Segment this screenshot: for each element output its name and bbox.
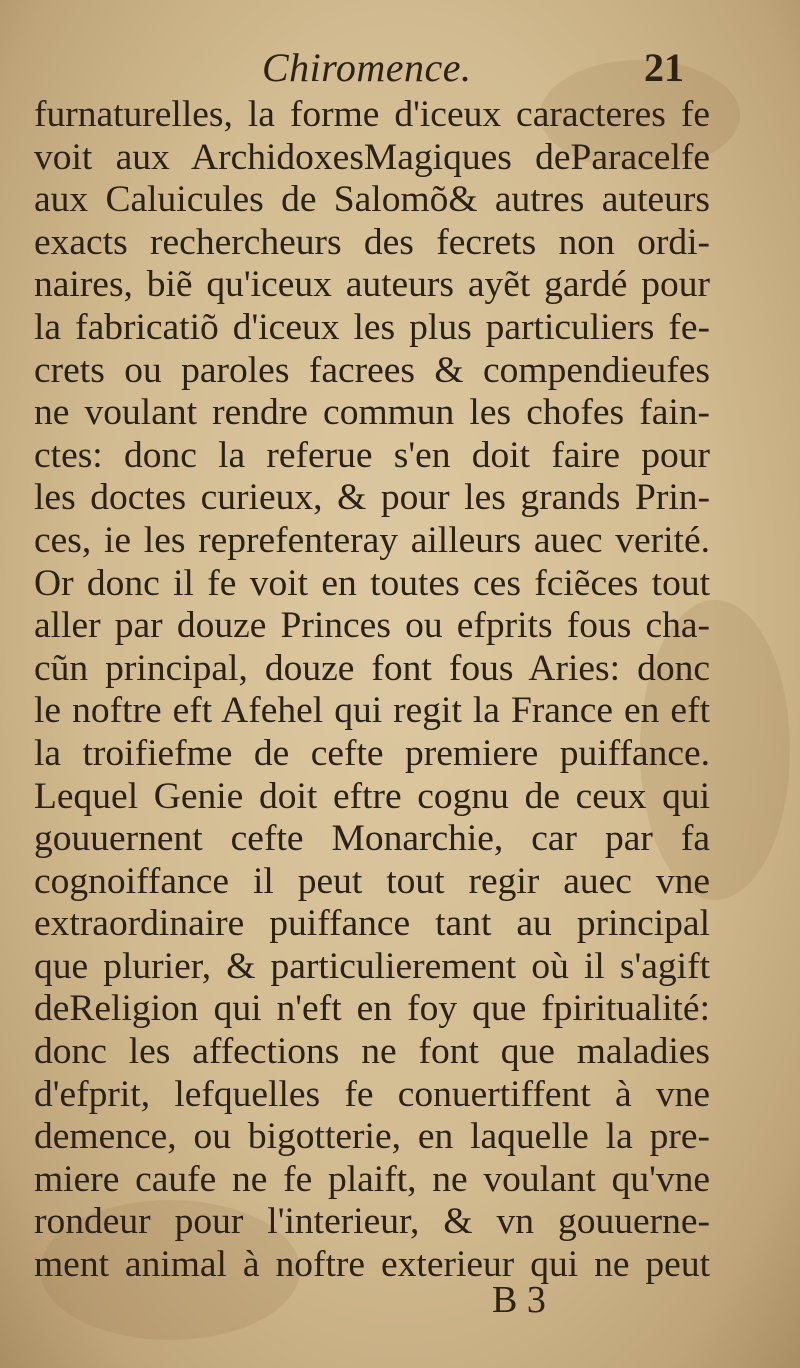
text-line: d'efprit, lefquelles fe conuertiffent à vne bbox=[34, 1073, 710, 1115]
text-line: donc les affections ne font que maladies bbox=[34, 1031, 710, 1073]
text-line: gouuernent cefte Monarchie, car par fa bbox=[34, 818, 710, 860]
text-line: ctes: donc la referue s'en doit faire pour bbox=[34, 434, 710, 476]
text-line: demence, ou bigotterie, en laquelle la pre- bbox=[34, 1116, 710, 1158]
text-line: miere caufe ne fe plaift, ne voulant qu'vne bbox=[34, 1158, 710, 1200]
text-line: ment animal à noftre exterieur qui ne peut bbox=[34, 1244, 710, 1286]
running-title: Chiromence. bbox=[262, 45, 472, 90]
text-line: Lequel Genie doit eftre cognu de ceux qui bbox=[34, 775, 710, 817]
text-line: ne voulant rendre commun les chofes fain- bbox=[34, 392, 710, 434]
text-line: exacts rechercheurs des fecrets non ordi- bbox=[34, 221, 710, 263]
text-line: que plurier, & particulierement où il s'agift bbox=[34, 945, 710, 987]
text-line: les doctes curieux, & pour les grands Prin- bbox=[34, 477, 710, 519]
text-line: furnaturelles, la forme d'iceux caracteres fe bbox=[34, 94, 710, 135]
text-line: cũn principal, douze font fous Aries: donc bbox=[34, 647, 710, 689]
text-line: aller par douze Princes ou efprits fous cha- bbox=[34, 605, 710, 647]
text-line: crets ou paroles facrees & compendieufes bbox=[34, 349, 710, 391]
text-line: voit aux ArchidoxesMagiques deParacelfe bbox=[34, 136, 710, 178]
text-line: le noftre eft Afehel qui regit la France en eft bbox=[34, 690, 710, 732]
signature-mark: B 3 bbox=[492, 1279, 546, 1321]
text-line: aux Caluicules de Salomõ& autres auteurs bbox=[34, 179, 710, 221]
text-line: deReligion qui n'eft en foy que fpiritualité: bbox=[34, 988, 710, 1030]
page-header bbox=[0, 40, 800, 100]
text-line: rondeur pour l'interieur, & vn gouuerne- bbox=[34, 1201, 710, 1243]
text-line: la troifiefme de cefte premiere puiffance. bbox=[34, 732, 710, 774]
text-line: cognoiffance il peut tout regir auec vne bbox=[34, 860, 710, 902]
text-line: extraordinaire puiffance tant au principal bbox=[34, 903, 710, 945]
body-text bbox=[34, 94, 710, 1287]
page-number: 21 bbox=[644, 45, 684, 90]
text-line: naires, biẽ qu'iceux auteurs ayẽt gardé pour bbox=[34, 264, 710, 306]
text-line: la fabricatiõ d'iceux les plus particuliers fe- bbox=[34, 306, 710, 348]
text-line: ces, ie les reprefenteray ailleurs auec verité. bbox=[34, 519, 710, 561]
text-line: Or donc il fe voit en toutes ces fciẽces tout bbox=[34, 562, 710, 604]
